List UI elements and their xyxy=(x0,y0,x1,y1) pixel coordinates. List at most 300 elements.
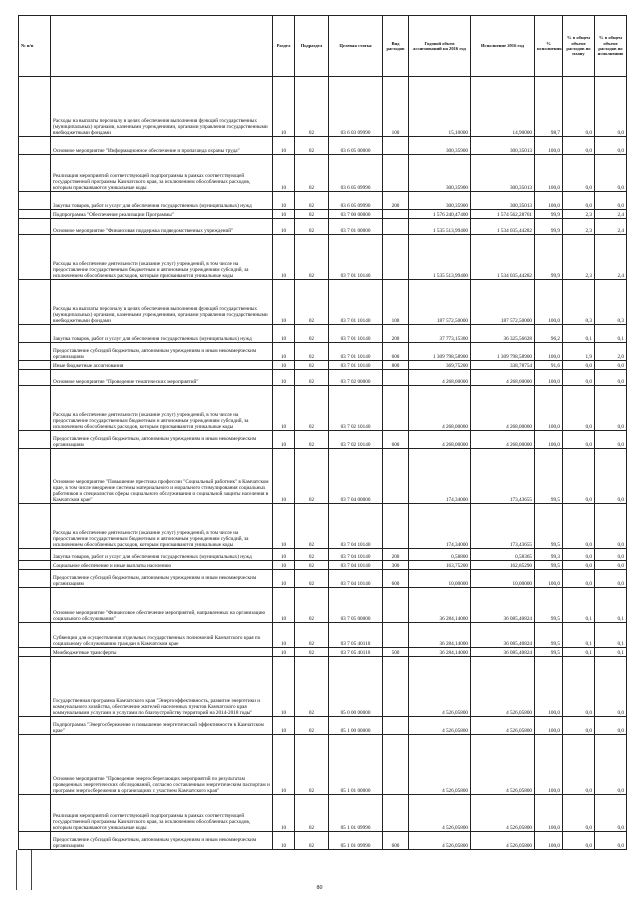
cell-sp: 0,0 xyxy=(563,795,595,832)
cell-sp: 2,3 xyxy=(563,210,595,219)
cell-sec: 10 xyxy=(273,657,295,717)
cell-target: 03 7 00 00000 xyxy=(329,210,383,219)
cell-pct: 100,0 xyxy=(535,370,563,386)
cell-target: 03 7 01 10140 xyxy=(329,325,383,343)
cell-target: 03 7 05 40110 xyxy=(329,623,383,648)
cell-annual: 37 773,15300 xyxy=(409,325,471,343)
header-pct: % исполнения xyxy=(535,16,563,77)
cell-name: Подпрограмма "Обеспечение реализации Программы" xyxy=(51,210,273,219)
cell-se: 0,0 xyxy=(595,549,627,561)
margin-binding-mark xyxy=(16,850,32,890)
cell-name: Предоставление субсидий бюджетным, автономным учреждениям и иным некоммерческим организациям xyxy=(51,343,273,361)
cell-type xyxy=(383,370,409,386)
cell-exec: 0,58365 xyxy=(471,549,535,561)
cell-sp: 0,0 xyxy=(563,361,595,370)
cell-se: 0,0 xyxy=(595,561,627,570)
cell-name: Основное мероприятие "Повышение престижа профессии "Социальный работник" в Камчатском крае, в том числе внедрение системы материального и морального стимулирования социальных работников и специалистов сферы социального обслуживания и социальной защиты населения в Камчатском крае" xyxy=(51,449,273,504)
cell-sec: 10 xyxy=(273,137,295,155)
cell-target: 03 7 04 10140 xyxy=(329,504,383,549)
cell-se: 0,0 xyxy=(595,386,627,431)
header-target: Целевая статья xyxy=(329,16,383,77)
cell-type xyxy=(383,219,409,235)
cell-sec: 10 xyxy=(273,623,295,648)
cell-num xyxy=(19,219,51,235)
cell-name: Предоставление субсидий бюджетным, автономным учреждениям и иным некоммерческим организациям xyxy=(51,570,273,588)
cell-name: Субвенции для осуществления отдельных государственных полномочий Камчатского края по социальному обслуживанию граждан в Камчатском крае xyxy=(51,623,273,648)
cell-annual: 300,35900 xyxy=(409,192,471,210)
cell-num xyxy=(19,361,51,370)
header-share-plan: % в общем объеме расходов по плану xyxy=(563,16,595,77)
cell-target: 03 7 02 00000 xyxy=(329,370,383,386)
cell-sec: 10 xyxy=(273,219,295,235)
cell-target: 03 6 03 09990 xyxy=(329,77,383,137)
cell-sp: 0,0 xyxy=(563,137,595,155)
cell-annual: 4 526,05800 xyxy=(409,657,471,717)
cell-annual: 1 535 513,99400 xyxy=(409,219,471,235)
cell-sp: 0,0 xyxy=(563,561,595,570)
cell-num xyxy=(19,192,51,210)
cell-sub: 02 xyxy=(295,361,329,370)
cell-type: 100 xyxy=(383,280,409,325)
cell-pct: 98,7 xyxy=(535,77,563,137)
cell-name: Закупка товаров, работ и услуг для обеспечения государственных (муниципальных) нужд xyxy=(51,549,273,561)
cell-sp: 0,0 xyxy=(563,570,595,588)
cell-exec: 4 526,05800 xyxy=(471,657,535,717)
table-row xyxy=(19,717,627,735)
cell-num xyxy=(19,235,51,280)
cell-target: 03 7 05 00000 xyxy=(329,588,383,623)
cell-type xyxy=(383,717,409,735)
cell-type xyxy=(383,210,409,219)
cell-target: 03 7 04 10140 xyxy=(329,549,383,561)
cell-type: 200 xyxy=(383,549,409,561)
cell-annual: 4 526,05800 xyxy=(409,735,471,795)
cell-sub: 02 xyxy=(295,832,329,850)
cell-sub: 02 xyxy=(295,623,329,648)
cell-pct: 100,0 xyxy=(535,137,563,155)
cell-sub: 02 xyxy=(295,549,329,561)
cell-target: 05 1 00 00000 xyxy=(329,717,383,735)
cell-target: 03 7 01 00000 xyxy=(329,219,383,235)
cell-name: Закупка товаров, работ и услуг для обеспечения государственных (муниципальных) нужд xyxy=(51,192,273,210)
cell-type: 200 xyxy=(383,325,409,343)
cell-pct: 99,5 xyxy=(535,504,563,549)
cell-sub: 02 xyxy=(295,210,329,219)
cell-num xyxy=(19,210,51,219)
cell-name: Основное мероприятие "Финансовое обеспечение мероприятий, направленных на организацию социального обслуживания" xyxy=(51,588,273,623)
cell-sp: 0,0 xyxy=(563,549,595,561)
table-row xyxy=(19,192,627,210)
table-row xyxy=(19,210,627,219)
cell-name: Расходы на обеспечение деятельности (оказание услуг) учреждений, в том числе на предоставление государственным бюджетным и автономным учреждениям субсидий, за исключением обособленных расходов, которым присваиваются уникальные коды xyxy=(51,504,273,549)
cell-name: Государственная программа Камчатского края "Энергоэффективность, развитие энергетики и коммунального хозяйства, обеспечение жителей населенных пунктов Камчатского края коммунальными услугами и услугами по благоустройству территорий на 2014-2018 годы" xyxy=(51,657,273,717)
cell-target: 03 6 05 00000 xyxy=(329,137,383,155)
cell-annual: 300,35900 xyxy=(409,137,471,155)
cell-target: 03 7 04 10140 xyxy=(329,561,383,570)
cell-annual: 1 576 240,47400 xyxy=(409,210,471,219)
cell-sec: 10 xyxy=(273,370,295,386)
cell-name: Основное мероприятие "Финансовая поддержка подведомственных учреждений" xyxy=(51,219,273,235)
cell-sec: 10 xyxy=(273,77,295,137)
cell-sub: 02 xyxy=(295,570,329,588)
cell-target: 05 1 01 00000 xyxy=(329,735,383,795)
header-section: Раздел xyxy=(273,16,295,77)
cell-num xyxy=(19,280,51,325)
cell-exec: 173,43655 xyxy=(471,504,535,549)
cell-exec: 173,43655 xyxy=(471,449,535,504)
cell-name: Расходы на выплаты персоналу в целях обеспечения выполнения функций государственных (муниципальных) органами, казенными учреждениями, органами управления государственными внебюджетными фондами xyxy=(51,280,273,325)
cell-sp: 0,0 xyxy=(563,657,595,717)
cell-sub: 02 xyxy=(295,657,329,717)
cell-type xyxy=(383,623,409,648)
cell-annual: 174,34000 xyxy=(409,449,471,504)
cell-name: Расходы на выплаты персоналу в целях обеспечения выполнения функций государственных (муниципальных) органами, казенными учреждениями, органами управления государственными внебюджетными фондами xyxy=(51,77,273,137)
cell-se: 0,0 xyxy=(595,832,627,850)
cell-target: 03 6 05 09990 xyxy=(329,192,383,210)
cell-sub: 02 xyxy=(295,449,329,504)
cell-exec: 14,90000 xyxy=(471,77,535,137)
table-row xyxy=(19,588,627,623)
cell-name: Расходы на обеспечение деятельности (оказание услуг) учреждений, в том числе на предоставление государственным бюджетным и автономным учреждениям субсидий, за исключением обособленных расходов, которым присваиваются уникальные коды xyxy=(51,386,273,431)
table-row xyxy=(19,370,627,386)
cell-se: 0,0 xyxy=(595,795,627,832)
cell-annual: 300,35900 xyxy=(409,155,471,192)
cell-annual: 4 526,05800 xyxy=(409,717,471,735)
cell-sec: 10 xyxy=(273,717,295,735)
table-row xyxy=(19,137,627,155)
cell-type xyxy=(383,735,409,795)
cell-annual: 36 284,14000 xyxy=(409,623,471,648)
cell-se: 0,0 xyxy=(595,431,627,449)
cell-annual: 10,00000 xyxy=(409,570,471,588)
cell-num xyxy=(19,648,51,657)
table-row xyxy=(19,361,627,370)
cell-num xyxy=(19,717,51,735)
cell-sp: 0,0 xyxy=(563,717,595,735)
cell-num xyxy=(19,325,51,343)
cell-sec: 10 xyxy=(273,588,295,623)
cell-num xyxy=(19,832,51,850)
cell-annual: 4 526,05800 xyxy=(409,795,471,832)
table-row xyxy=(19,832,627,850)
cell-annual: 369,75200 xyxy=(409,361,471,370)
cell-name: Подпрограмма "Энергосбережение и повышение энергетической эффективности в Камчатском крае" xyxy=(51,717,273,735)
cell-pct: 91,6 xyxy=(535,361,563,370)
cell-sub: 02 xyxy=(295,795,329,832)
header-subsection: Подраздел xyxy=(295,16,329,77)
header-share-exec: % в общем объеме расходов по исполнению xyxy=(595,16,627,77)
cell-pct: 99,9 xyxy=(535,235,563,280)
cell-sub: 02 xyxy=(295,588,329,623)
cell-exec: 300,35013 xyxy=(471,137,535,155)
cell-sp: 0,0 xyxy=(563,370,595,386)
cell-num xyxy=(19,431,51,449)
cell-se: 0,1 xyxy=(595,588,627,623)
cell-sp: 0,0 xyxy=(563,386,595,431)
cell-target: 05 0 00 00000 xyxy=(329,657,383,717)
cell-name: Предоставление субсидий бюджетным, автономным учреждениям и иным некоммерческим организациям xyxy=(51,832,273,850)
cell-type xyxy=(383,504,409,549)
cell-sub: 02 xyxy=(295,155,329,192)
header-annual: Годовой объем ассигнований на 2016 год xyxy=(409,16,471,77)
cell-name: Предоставление субсидий бюджетным, автономным учреждениям и иным некоммерческим организациям xyxy=(51,431,273,449)
cell-pct: 99,9 xyxy=(535,219,563,235)
cell-exec: 36 085,40824 xyxy=(471,588,535,623)
cell-exec: 338,78754 xyxy=(471,361,535,370)
cell-annual: 1 535 513,99400 xyxy=(409,235,471,280)
cell-name: Основное мероприятие "Проведение энергосберегающих мероприятий по результатам проведенных энергетических обследований, согласно составленным энергетическим паспортам и программ энергосбережения в организациях с участием Камчатского края" xyxy=(51,735,273,795)
cell-target: 03 7 01 10140 xyxy=(329,361,383,370)
cell-sub: 02 xyxy=(295,77,329,137)
cell-type: 100 xyxy=(383,77,409,137)
cell-num xyxy=(19,343,51,361)
table-row xyxy=(19,561,627,570)
header-num: № п/п xyxy=(19,16,51,77)
cell-sec: 10 xyxy=(273,155,295,192)
cell-sub: 02 xyxy=(295,325,329,343)
cell-target: 05 1 01 09990 xyxy=(329,832,383,850)
cell-pct: 100,0 xyxy=(535,431,563,449)
cell-num xyxy=(19,155,51,192)
cell-se: 0,0 xyxy=(595,361,627,370)
cell-se: 0,0 xyxy=(595,155,627,192)
cell-type: 800 xyxy=(383,361,409,370)
table-row xyxy=(19,648,627,657)
table-row xyxy=(19,235,627,280)
table-row xyxy=(19,386,627,431)
cell-sp: 0,0 xyxy=(563,449,595,504)
cell-sub: 02 xyxy=(295,219,329,235)
cell-se: 0,0 xyxy=(595,137,627,155)
cell-type xyxy=(383,137,409,155)
cell-se: 2,4 xyxy=(595,210,627,219)
table-row xyxy=(19,623,627,648)
cell-sec: 10 xyxy=(273,280,295,325)
cell-annual: 0,58800 xyxy=(409,549,471,561)
cell-se: 0,0 xyxy=(595,77,627,137)
cell-num xyxy=(19,623,51,648)
cell-exec: 300,35013 xyxy=(471,192,535,210)
cell-annual: 174,34000 xyxy=(409,504,471,549)
table-row xyxy=(19,549,627,561)
cell-sec: 10 xyxy=(273,361,295,370)
cell-se: 0,1 xyxy=(595,325,627,343)
cell-type: 600 xyxy=(383,570,409,588)
cell-target: 03 6 05 09990 xyxy=(329,155,383,192)
cell-sec: 10 xyxy=(273,549,295,561)
cell-type: 200 xyxy=(383,192,409,210)
cell-exec: 36 085,40824 xyxy=(471,623,535,648)
cell-pct: 100,0 xyxy=(535,386,563,431)
cell-target: 03 7 01 10140 xyxy=(329,280,383,325)
cell-sub: 02 xyxy=(295,192,329,210)
cell-pct: 100,0 xyxy=(535,657,563,717)
cell-sub: 02 xyxy=(295,648,329,657)
cell-se: 0,0 xyxy=(595,192,627,210)
cell-num xyxy=(19,449,51,504)
cell-num xyxy=(19,504,51,549)
cell-sec: 10 xyxy=(273,561,295,570)
table-row xyxy=(19,735,627,795)
cell-pct: 96,2 xyxy=(535,325,563,343)
cell-sec: 10 xyxy=(273,504,295,549)
cell-type: 600 xyxy=(383,431,409,449)
cell-num xyxy=(19,386,51,431)
header-name xyxy=(51,16,273,77)
cell-pct: 100,0 xyxy=(535,343,563,361)
cell-sec: 10 xyxy=(273,343,295,361)
cell-pct: 99,5 xyxy=(535,588,563,623)
cell-annual: 4 268,00000 xyxy=(409,370,471,386)
cell-num xyxy=(19,77,51,137)
cell-num xyxy=(19,561,51,570)
cell-sec: 10 xyxy=(273,570,295,588)
cell-pct: 99,3 xyxy=(535,549,563,561)
cell-sp: 0,1 xyxy=(563,325,595,343)
cell-sec: 10 xyxy=(273,192,295,210)
cell-type xyxy=(383,588,409,623)
cell-num xyxy=(19,657,51,717)
cell-exec: 4 268,00000 xyxy=(471,370,535,386)
cell-sub: 02 xyxy=(295,235,329,280)
page-number: 80 xyxy=(316,885,323,891)
cell-exec: 1 534 035,44282 xyxy=(471,219,535,235)
cell-pct: 99,5 xyxy=(535,561,563,570)
cell-pct: 100,0 xyxy=(535,192,563,210)
budget-table xyxy=(18,15,627,850)
cell-name: Закупка товаров, работ и услуг для обеспечения государственных (муниципальных) нужд xyxy=(51,325,273,343)
cell-exec: 1 574 562,28761 xyxy=(471,210,535,219)
cell-exec: 1 309 798,58900 xyxy=(471,343,535,361)
cell-target: 05 1 01 09990 xyxy=(329,795,383,832)
cell-num xyxy=(19,370,51,386)
table-row xyxy=(19,155,627,192)
table-row xyxy=(19,219,627,235)
cell-pct: 100,0 xyxy=(535,570,563,588)
cell-exec: 10,00000 xyxy=(471,570,535,588)
cell-target: 03 7 01 10140 xyxy=(329,343,383,361)
cell-sp: 0,0 xyxy=(563,504,595,549)
table-row xyxy=(19,325,627,343)
cell-se: 0,1 xyxy=(595,648,627,657)
cell-type xyxy=(383,235,409,280)
cell-type: 300 xyxy=(383,561,409,570)
cell-target: 03 7 04 10140 xyxy=(329,570,383,588)
table-row xyxy=(19,504,627,549)
cell-sub: 02 xyxy=(295,561,329,570)
cell-sp: 1,9 xyxy=(563,343,595,361)
cell-sp: 0,3 xyxy=(563,280,595,325)
cell-se: 0,0 xyxy=(595,370,627,386)
cell-sub: 02 xyxy=(295,137,329,155)
cell-name: Основное мероприятие "Проведение тематических мероприятий" xyxy=(51,370,273,386)
cell-target: 03 7 02 10140 xyxy=(329,431,383,449)
cell-num xyxy=(19,588,51,623)
cell-sec: 10 xyxy=(273,735,295,795)
cell-name: Межбюджетные трансферты xyxy=(51,648,273,657)
cell-se: 0,0 xyxy=(595,504,627,549)
cell-sp: 0,1 xyxy=(563,588,595,623)
cell-sp: 0,0 xyxy=(563,77,595,137)
cell-sp: 0,0 xyxy=(563,431,595,449)
cell-sp: 0,1 xyxy=(563,623,595,648)
cell-name: Реализация мероприятий соответствующей подпрограммы в рамках соответствующей государственной программы Камчатского края, за исключением обособленных расходов, которым присваиваются уникальные коды xyxy=(51,155,273,192)
cell-se: 0,0 xyxy=(595,717,627,735)
cell-pct: 99,5 xyxy=(535,623,563,648)
cell-exec: 4 526,05800 xyxy=(471,735,535,795)
cell-sp: 0,1 xyxy=(563,648,595,657)
table-body xyxy=(19,77,627,850)
cell-annual: 187 572,50000 xyxy=(409,280,471,325)
cell-se: 0,0 xyxy=(595,449,627,504)
table-row xyxy=(19,570,627,588)
header-exec: Исполнение 2016 год xyxy=(471,16,535,77)
cell-name: Реализация мероприятий соответствующей подпрограммы в рамках соответствующей государственной программы Камчатского края, за исключением обособленных расходов, которым присваиваются уникальные коды xyxy=(51,795,273,832)
cell-exec: 1 534 035,44282 xyxy=(471,235,535,280)
cell-type: 600 xyxy=(383,343,409,361)
cell-sub: 02 xyxy=(295,370,329,386)
cell-exec: 36 325,56628 xyxy=(471,325,535,343)
cell-sp: 0,0 xyxy=(563,192,595,210)
cell-exec: 4 268,00000 xyxy=(471,431,535,449)
cell-sec: 10 xyxy=(273,795,295,832)
cell-name: Иные бюджетные ассигнования xyxy=(51,361,273,370)
cell-type xyxy=(383,795,409,832)
table-row xyxy=(19,280,627,325)
cell-target: 03 7 02 10140 xyxy=(329,386,383,431)
cell-target: 03 7 04 00000 xyxy=(329,449,383,504)
cell-exec: 4 526,05800 xyxy=(471,717,535,735)
cell-name: Социальное обеспечение и иные выплаты населению xyxy=(51,561,273,570)
cell-annual: 4 268,00000 xyxy=(409,431,471,449)
cell-pct: 99,5 xyxy=(535,648,563,657)
cell-annual: 36 284,14000 xyxy=(409,648,471,657)
cell-exec: 187 572,50000 xyxy=(471,280,535,325)
cell-pct: 100,0 xyxy=(535,735,563,795)
cell-sp: 2,3 xyxy=(563,235,595,280)
cell-sub: 02 xyxy=(295,735,329,795)
cell-pct: 100,0 xyxy=(535,280,563,325)
cell-se: 0,0 xyxy=(595,735,627,795)
cell-sec: 10 xyxy=(273,431,295,449)
cell-se: 2,0 xyxy=(595,343,627,361)
cell-sec: 10 xyxy=(273,210,295,219)
cell-pct: 100,0 xyxy=(535,795,563,832)
cell-pct: 99,9 xyxy=(535,210,563,219)
cell-se: 0,0 xyxy=(595,657,627,717)
cell-sub: 02 xyxy=(295,280,329,325)
cell-pct: 100,0 xyxy=(535,155,563,192)
cell-annual: 1 309 798,58900 xyxy=(409,343,471,361)
cell-se: 0,3 xyxy=(595,280,627,325)
table-row xyxy=(19,343,627,361)
cell-type: 500 xyxy=(383,648,409,657)
cell-type xyxy=(383,449,409,504)
cell-sub: 02 xyxy=(295,386,329,431)
cell-sub: 02 xyxy=(295,343,329,361)
budget-table-sheet xyxy=(18,15,626,850)
cell-pct: 99,5 xyxy=(535,449,563,504)
cell-type xyxy=(383,386,409,431)
cell-exec: 4 526,05800 xyxy=(471,832,535,850)
table-row xyxy=(19,431,627,449)
cell-pct: 100,0 xyxy=(535,717,563,735)
cell-name: Расходы на обеспечение деятельности (оказание услуг) учреждений, в том числе на предоставление государственным бюджетным и автономным учреждениям субсидий, за исключением обособленных расходов, которым присваиваются уникальные коды xyxy=(51,235,273,280)
table-row xyxy=(19,795,627,832)
cell-sec: 10 xyxy=(273,832,295,850)
cell-annual: 163,75200 xyxy=(409,561,471,570)
cell-se: 2,4 xyxy=(595,219,627,235)
